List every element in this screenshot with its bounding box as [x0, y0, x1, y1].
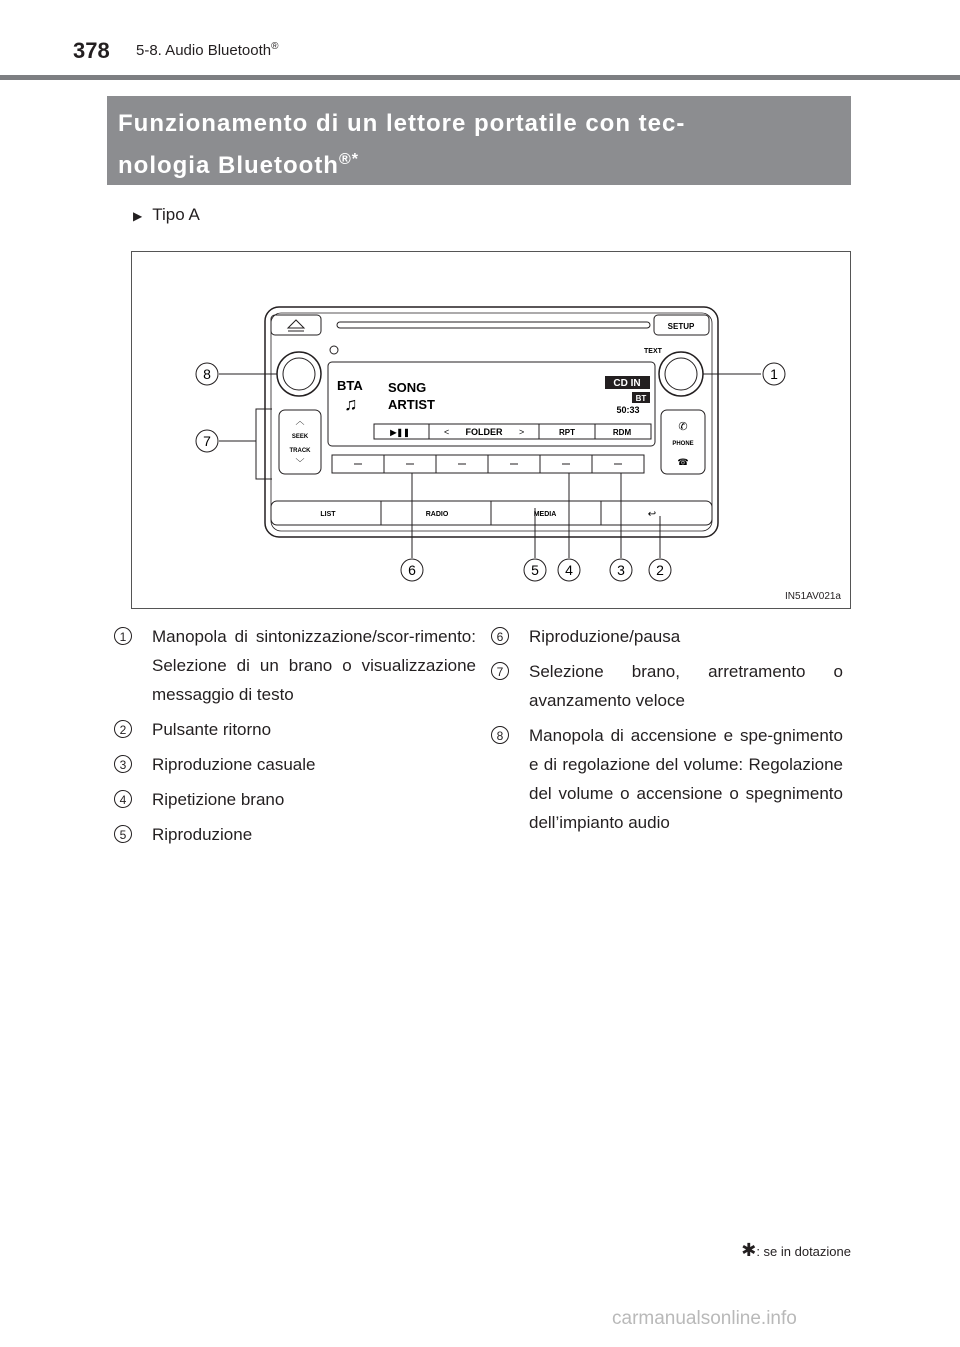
title-line-1: Funzionamento di un lettore portatile con tec-: [118, 110, 686, 137]
music-note-icon: ♫: [344, 394, 358, 414]
subheading: [133, 205, 200, 225]
header-divider: [0, 75, 960, 80]
legend-number: 2: [114, 720, 132, 738]
up-chevron-icon: ︿: [295, 416, 305, 426]
svg-text:3: 3: [617, 562, 625, 578]
volume-knob: [277, 352, 321, 396]
legend-text: Manopola di accensione e spe-gnimento e di regolazione del volume: Regolazione del volume o accensione o spegnimento dell’impianto audio: [529, 726, 843, 832]
legend-text: Pulsante ritorno: [152, 720, 272, 739]
legend-text: Riproduzione/pausa: [529, 627, 681, 646]
legend-text: Riproduzione casuale: [152, 755, 316, 774]
legend-item-2: [114, 715, 476, 744]
list-label: LIST: [320, 511, 336, 518]
legend-number: 8: [491, 726, 509, 744]
legend-item-6: [491, 622, 843, 651]
display-artist: ARTIST: [388, 397, 435, 412]
hang-up-icon: ☎: [677, 457, 689, 467]
chevron-right-icon: >: [519, 427, 525, 437]
legend-item-8: [491, 721, 843, 837]
folder-label: FOLDER: [465, 427, 503, 437]
legend-right: [491, 622, 843, 843]
legend-text: Ripetizione brano: [152, 790, 285, 809]
callout-5: [524, 559, 546, 581]
text-label: TEXT: [644, 348, 662, 355]
display-time: 50:33: [616, 405, 640, 415]
subheading-text: Tipo A: [152, 205, 200, 224]
registered-mark: ®: [271, 41, 279, 52]
back-arrow-icon: ↩: [647, 509, 657, 520]
legend-item-5: [114, 820, 476, 849]
legend-text: Selezione brano, arretramento o avanzamento veloce: [529, 662, 843, 710]
audio-unit-figure: [131, 251, 851, 609]
section-header: [136, 41, 278, 59]
title-asterisk: *: [351, 151, 359, 168]
svg-text:2: 2: [656, 562, 664, 578]
page-number: 378: [73, 38, 110, 63]
figure-code: IN51AV021a: [785, 591, 841, 602]
title-line-2: nologia Bluetooth®*: [118, 151, 359, 179]
callout-6: [401, 559, 423, 581]
display-brand: BTA: [337, 378, 363, 393]
phone-icon: ✆: [678, 421, 688, 433]
callout-8: [196, 363, 218, 385]
legend-left: [114, 622, 476, 855]
cd-in-label: CD IN: [613, 378, 641, 389]
svg-text:6: 6: [408, 562, 416, 578]
svg-text:1: 1: [770, 366, 778, 382]
audio-unit-diagram: [132, 252, 850, 608]
display-song: SONG: [388, 380, 427, 395]
footnote-text: : se in dotazione: [756, 1244, 851, 1259]
phone-label: PHONE: [672, 441, 694, 447]
rpt-label: RPT: [559, 428, 575, 437]
tune-knob: [659, 352, 703, 396]
setup-label: SETUP: [667, 322, 695, 331]
legend-number: 1: [114, 627, 132, 645]
legend-number: 5: [114, 825, 132, 843]
legend-text: Riproduzione: [152, 825, 253, 844]
callout-7: [196, 430, 218, 452]
legend-item-7: [491, 657, 843, 715]
legend-text: Manopola di sintonizzazione/scor-rimento: Selezione di un brano o visualizzazione messaggio di testo: [152, 627, 476, 704]
section-header-text: 5-8. Audio Bluetooth: [136, 42, 272, 59]
callout-3: [610, 559, 632, 581]
svg-text:8: 8: [203, 366, 211, 382]
seek-label: SEEK: [291, 434, 309, 440]
legend-item-1: [114, 622, 476, 709]
svg-text:5: 5: [531, 562, 539, 578]
rdm-label: RDM: [612, 428, 632, 437]
legend-item-3: [114, 750, 476, 779]
legend-number: 7: [491, 662, 509, 680]
chevron-left-icon: <: [444, 427, 450, 437]
legend-number: 6: [491, 627, 509, 645]
legend-number: 4: [114, 790, 132, 808]
section-title: [107, 96, 851, 185]
callout-1: [763, 363, 785, 385]
bt-label: BT: [635, 394, 647, 403]
radio-label: RADIO: [425, 511, 449, 518]
watermark: carmanualsonline.info: [612, 1308, 797, 1329]
title-registered-mark: ®: [338, 151, 352, 168]
svg-text:4: 4: [565, 562, 573, 578]
footnote: [741, 1240, 851, 1261]
play-pause-icon: ▶❚❚: [390, 428, 410, 437]
callout-4: [558, 559, 580, 581]
track-label: TRACK: [289, 448, 311, 454]
down-chevron-icon: ﹀: [295, 458, 305, 468]
callout-2: [649, 559, 671, 581]
svg-text:7: 7: [203, 433, 211, 449]
legend-number: 3: [114, 755, 132, 773]
legend-item-4: [114, 785, 476, 814]
media-label: MEDIA: [533, 511, 557, 518]
triangle-bullet-icon: ▶: [133, 209, 143, 223]
asterisk-icon: ✱: [741, 1240, 757, 1260]
